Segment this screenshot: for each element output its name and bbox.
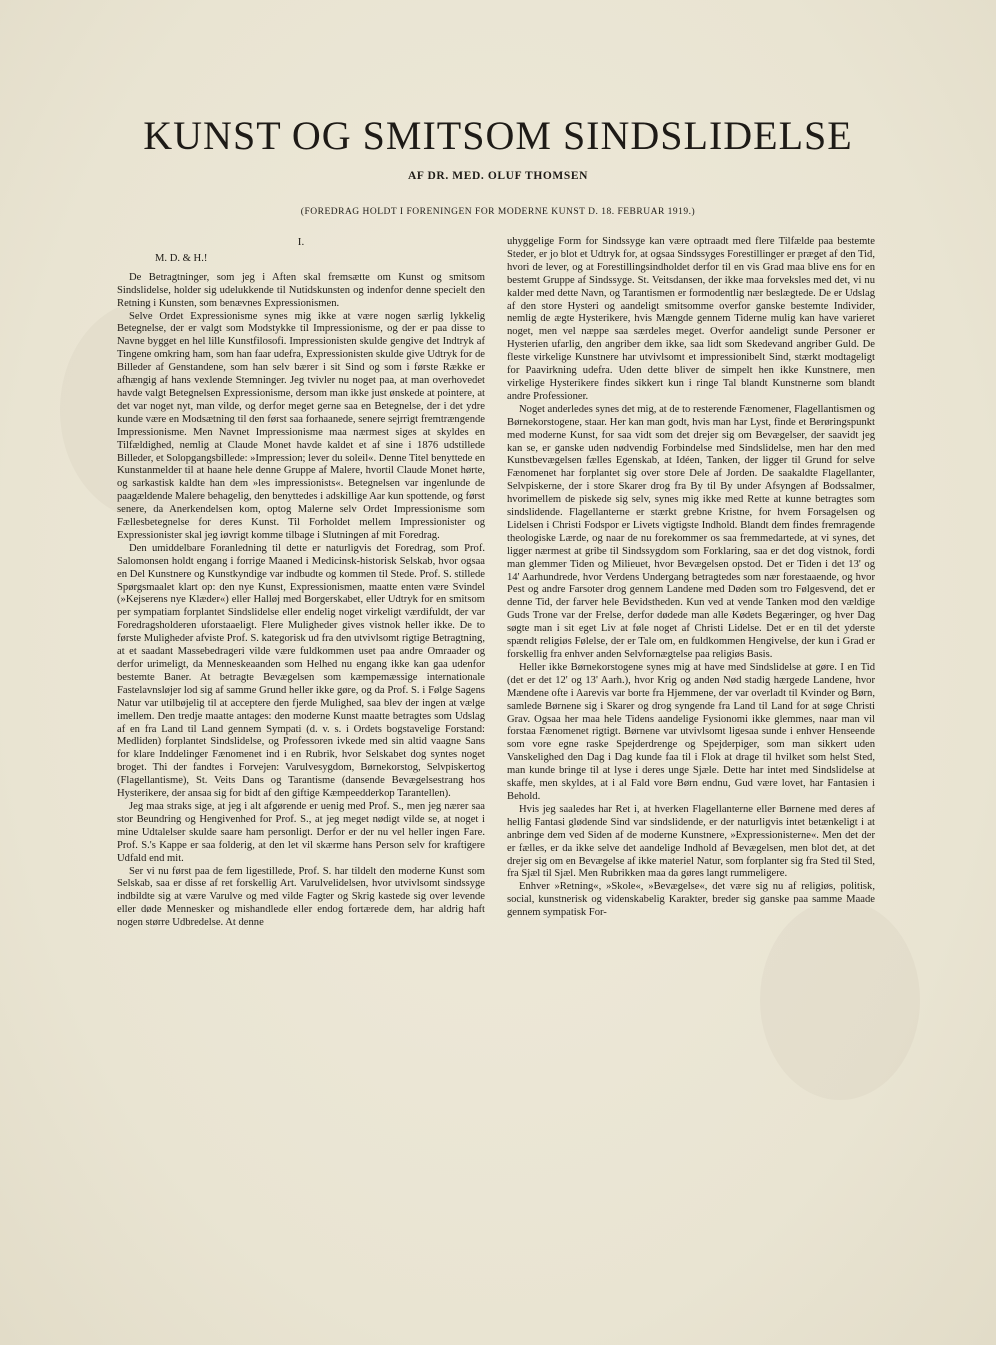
paragraph: Enhver »Retning«, »Skole«, »Bevægelse«, det være sig nu af religiøs, politisk, social, kunstnerisk og videnskabelig Karakter, breder sig ganske paa samme Maade gennem sympatisk For- [507,881,875,919]
section-number: I. [297,236,305,248]
paragraph: Ser vi nu først paa de fem ligestillede, Prof. S. har tildelt den moderne Kunst som Selskab, saa er disse af ret forskellig Art. Varulvelidelsen, hvor utvivlsomt sindssyge indbildte sig at være Varulve og med vilde Fagter og Skrig kastede sig over levende eller døde Mennesker og mishandlede eller endog fortærede dem, har aldrig haft nogen større Udbredelse. At denne [117,865,485,929]
paragraph: Heller ikke Børnekorstogene synes mig at have med Sindslidelse at gøre. I en Tid (det er det 12' og 13' Aarh.), hvor Krig og anden Nød stadig hærgede Landene, hvor Mændene ofte i Aarevis var borte fra Hjemmene, der var overladt til Kvinder og Børn, samlede Børnene sig i Skarer og drog syngende fra Land til Land for at søge Christi Grav. Ogsaa her maa hele Tidens aandelige Fysionomi ikke glemmes, naar man vil forstaa Fænomenet rigtigt. Børnene var utvivlsomt ligesaa sunde i enhver Henseende som vore egne raske Spejderdrenge og Spejderpiger, som man sikkert uden Vanskelighed den Dag i Dag kunde faa til i Flok at drage til hvilket som helst Sted, man kunde bringe til at lyse i deres unge Sjæle. Dette har intet med Sindslidelse at skaffe, men skyldes, at i al Fald vore Børn endnu, Gud være lovet, har Fantasien i Behold. [507,661,875,802]
paragraph: De Betragtninger, som jeg i Aften skal fremsætte om Kunst og smitsom Sindslidelse, holder sig udelukkende til Nutidskunsten og indenfor denne specielt den Retning i Kunsten, som benævnes Expressionismen. [117,271,485,309]
right-column [507,236,875,920]
article-title: KUNST OG SMITSOM SINDSLIDELSE [143,113,853,158]
left-column [117,236,485,930]
paragraph: Jeg maa straks sige, at jeg i alt afgørende er uenig med Prof. S., men jeg nærer saa stor Beundring og Hengivenhed for Prof. S., at jeg meget nødigt vilde se, at noget i mine Udtalelser skulde saare ham personligt. Derfor er der nu vel heller ingen Fare. Prof. S.'s Kappe er saa folderig, at den let vil skærme hans Person selv for kraftigere Udfald end mit. [117,800,485,864]
paragraph: uhyggelige Form for Sindssyge kan være optraadt med flere Tilfælde paa bestemte Steder, er jo blot et Udtryk for, at ogsaa Sindssyges Forestillinger er præget af den Tid, hvori de lever, og at Forestillingsindholdet derfor til en vis Grad maa blive ens for en bestemt Gruppe af Sindssyge. St. Veitsdansen, der ikke maa forveksles med det, vi nu kalder med dette Navn, og Tarantismen er formodentlig nær beslægtede. De er Udslag af den store Hysteri og aandeligt smitsomme overfor ganske bestemte Individer, nemlig de ægte Hysterikere, hvis Mængde gennem Tiderne mulig kan have varieret noget, men vel næppe saa særdeles meget. Overfor aandeligt sunde Personer er Hysterien ufarlig, den angriber dem ikke, saa lidt som Skedevand angriber Guld. De fleste virkelige Kunstnere har utvivlsomt et impressionibelt Sind, stærkt modtageligt for Paavirkning udefra. Uden dette bliver de simpelt hen ikke Kunstnere, men virkelige Hysterikere findes sikkert kun i ringe Tal blandt Kunstnerne som blandt andre Professioner. [507,236,875,402]
paragraph: Den umiddelbare Foranledning til dette er naturligvis det Foredrag, som Prof. Salomonsen holdt engang i forrige Maaned i Medicinsk-historisk Selskab, hvor ogsaa en Del Kunstnere og Kunstkyndige var indbudte og kommen til Stede. Prof. S. stillede Spørgsmaalet klart op: den nye Kunst, Expressionismen, maatte enten være Svindel (»Kejserens nye Klæder«) eller Halløj med Borgerskabet, eller Udtryk for en smitsom per sympatiam forplantet Sindslidelse eller endelig noget virkeligt værdifuldt, der var Foredragsholderen uforstaaeligt. Flere Muligheder gives vistnok heller ikke. De to første Muligheder afviste Prof. S. kategorisk ud fra den utvivlsomt rigtige Betragtning, at et saadant Massebedrageri vilde være fuldkommen uset paa andre Omraader og derfor urimeligt, da Menneskeaanden som Helhed nu engang ikke kan gaa udenfor bestemte Baner. At betragte Bevægelsen som kæmpemæssige internationale Fastelavnsløjer lod sig af samme Grund heller ikke gøre, og da Prof. S. i Følge Sagens Natur var utilbøjelig til at acceptere den fjerde Mulighed, saa blev der ingen at vælge imellem. Den tredje maatte antages: den moderne Kunst maatte betragtes som Udslag af en fra Land til Land gennem Sympati (d. v. s. i Ordets bogstavelige Forstand: Medliden) forplantet Sindslidelse, og Professoren ivkede med sin altid vaagne Sans for klare Inddelinger Fænomenet ind i en Rubrik, hvor Selskabet dog syntes noget broget. Thi der fandtes i Forvejen: Varulvesygdom, Børnekorstog, Selvpiskertog (Flagellantisme), St. Veits Dans og Tarantisme (dansende Bevægelsestrang hos Hysterikere, der ansaa sig for bidt af den giftige Kæmpeedderkop Tarantellen). [117,542,485,800]
paragraph: Hvis jeg saaledes har Ret i, at hverken Flagellanterne eller Børnene med deres af hellig Fantasi glødende Sind var sindslidende, er der naturligvis intet betænkeligt i at anbringe dem ved Siden af de moderne Kunstnere, »Expressionisterne«. Men det der er fælles, er da ikke selve det aandelige Indhold af Bevægelsen, men blot det, at det drejer sig om en Bevægelse af ikke materiel Natur, som forplanter sig fra Sted til Sted, fra Sjæl til Sjæl. Men Rubrikken maa da gøres langt rummeligere. [507,803,875,880]
lecture-note: (FOREDRAG HOLDT I FORENINGEN FOR MODERNE KUNST D. 18. FEBRUAR 1919.) [300,207,696,217]
article-author: AF DR. MED. OLUF THOMSEN [407,170,589,182]
paragraph: Selve Ordet Expressionisme synes mig ikke at være nogen særlig lykkelig Betegnelse, der er valgt som Modstykke til Impressionisme, og der er paa disse to Navne bygget en hel lille Kunstfilosofi. Impressionisten skulde gengive det Indtryk af Tingene omkring ham, som han faar udefra, Expressionisten skulde give Udtryk for de Billeder af Genstandene, som han selv bærer i sit Sind og som i første Række er afhængig af hans vexlende Stemninger. Jeg tvivler nu noget paa, at man overhovedet havde valgt Betegnelsen Expressionisme, dersom man ikke just ønskede at pointere, at det var noget nyt, man vilde, og derfor meget gerne saa en Betegnelse, der i det ydre kunde være en Modsætning til den først saa forhaanede, senere sejrrigt fremtrængende Impressionisme. Men Navnet Impressionisme maa nærmest siges at skyldes en Tilfældighed, nemlig at Claude Monet havde kaldet et af sine i 1876 udstillede Billeder, et Solopgangsbillede: »Impression; lever du soleil«. Denne Titel benyttede en Kunstanmelder til at haane hele denne Gruppe af Malere, hvortil Claude Monet hørte, og sarkastisk kaldte han dem »les impressionists«. Betegnelsen var ingenlunde de paagældende Malere behagelig, den benyttedes i adskillige Aar kun spottende, og først senere, da Anerkendelsen kom, optog Malerne selv Ordet Impressionisme som Fællesbetegnelse for deres Kunst. Til Forholdet mellem Impressionister og Expressionister skal jeg iøvrigt komme tilbage i Slutningen af mit Foredrag. [117,310,485,541]
salutation: M. D. & H.! [155,252,208,264]
paper-stain [760,900,920,1100]
paragraph: Noget anderledes synes det mig, at de to resterende Fænomener, Flagellantismen og Børnekorstogene, staar. Her kan man godt, hvis man har Lyst, finde et Berøringspunkt med moderne Kunst, for saa vidt som det drejer sig om Bevægelser, der saavidt jeg kan se, er ganske uden nødvendig Forbindelse med Sindslidelse, men har den med Kunstbevægelsen fælles Egenskab, at Idéen, Tanken, der ligger til Grund for selve Fænomenet har forplantet sig over store Dele af Jorden. De saakaldte Flagellanter, Selvpiskerne, der i store Skarer drog fra By til By under Afsyngen af Bodssalmer, hvorimellem de piskede sig selv, synes mig ikke med Rette at kunne betragtes som sindslidende. Flagellanterne er stærkt grebne Kristne, for hvem Forsagelsen og Lidelsen i Christi Fodspor er Livets vigtigste Indhold. Blandt dem findes fremragende theologiske Lærde, og naar de nu forekommer os saa fremmedartede, at vi synes, det ligger nærmest at gribe til Sindssygdom som Forklaring, saa er det dog vistnok, fordi man glemmer Tiden og Milieuet, hvor Bevægelsen opstod. Det er Tiden i det 13' og 14' Aarhundrede, hvor Verdens Undergang betragtedes som nær forestaaende, og hvor Pest og andre Farsoter drog gennem Landene med Døden som tro Følgesvend, det er denne Tid, der farver hele Bevidstheden. Kun ved at vende Tanken mod den vældige Guds Trone var der Frelse, derfor dødede man alle Kødets Begæringer, og hver Dag søgte man i sit eget Liv at føle noget af Christi Lidelse. Det er en til det yderste spændt religiøs Følelse, der er Tale om, en fuldkommen Hengivelse, der kun i Grad er forskellig fra enhver anden Selvfornægtelse paa religiøs Basis. [507,403,875,660]
